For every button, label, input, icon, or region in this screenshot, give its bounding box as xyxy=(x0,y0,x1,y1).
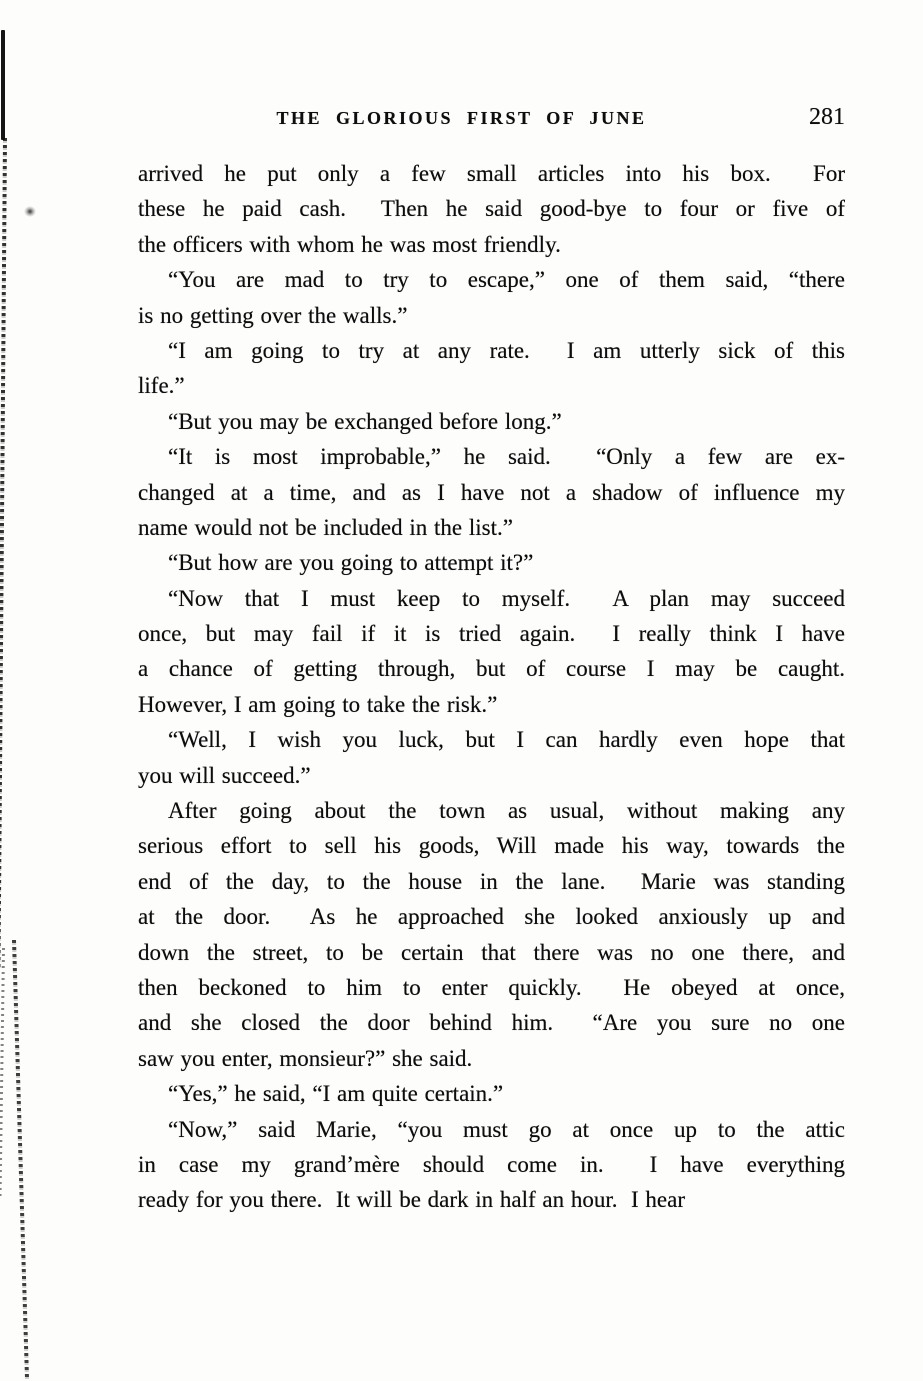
text-line: then beckoned to him to enter quickly. He obeyed at once, xyxy=(138,974,845,1000)
text-line: life.” xyxy=(138,373,185,399)
scan-artifact-gutter-line-upper xyxy=(0,138,7,968)
text-line: end of the day, to the house in the lane. Marie was standing xyxy=(138,868,845,894)
text-line: “Yes,” he said, “I am quite certain.” xyxy=(168,1081,504,1107)
text-line: saw you enter, monsieur?” she said. xyxy=(138,1045,473,1071)
text-line: After going about the town as usual, without making any xyxy=(168,798,845,824)
page-number: 281 xyxy=(809,104,845,130)
text-line: “But you may be exchanged before long.” xyxy=(168,408,562,434)
text-line: “It is most improbable,” he said. “Only a few are ex- xyxy=(168,444,845,470)
text-line: a chance of getting through, but of course I may be caught. xyxy=(138,656,845,682)
text-line: the officers with whom he was most friendly. xyxy=(138,231,561,257)
text-line: at the door. As he approached she looked anxiously up and xyxy=(138,904,845,930)
text-line: is no getting over the walls.” xyxy=(138,302,408,328)
paragraph xyxy=(138,1076,845,1111)
text-line: serious effort to sell his goods, Will made his way, towards the xyxy=(138,833,845,859)
text-line: arrived he put only a few small articles into his box. For xyxy=(138,161,845,186)
paragraph xyxy=(138,262,845,333)
paragraph xyxy=(138,333,845,404)
paragraph xyxy=(138,581,845,723)
paragraph xyxy=(138,545,845,580)
running-head xyxy=(138,104,845,138)
text-line: “I am going to try at any rate. I am utterly sick of this xyxy=(168,337,845,363)
scan-artifact-speck xyxy=(24,206,36,217)
text-line: down the street, to be certain that there was no one there, and xyxy=(138,939,845,965)
text-line: “Now,” said Marie, “you must go at once up to the attic xyxy=(168,1116,845,1142)
text-line: you will succeed.” xyxy=(138,762,311,788)
text-line: once, but may fail if it is tried again. I really think I have xyxy=(138,621,845,647)
text-line: “You are mad to try to escape,” one of them said, “there xyxy=(168,267,845,293)
text-line: “Well, I wish you luck, but I can hardly even hope that xyxy=(168,727,845,753)
scan-artifact-binding-bar xyxy=(1,30,5,140)
body-text-block xyxy=(138,156,845,1218)
text-line: “Now that I must keep to myself. A plan may succeed xyxy=(168,585,845,611)
text-line: ready for you there. It will be dark in half an hour. I hear xyxy=(138,1187,685,1213)
text-line: these he paid cash. Then he said good-bye to four or five of xyxy=(138,196,845,222)
paragraph xyxy=(138,793,845,1076)
scan-artifact-gutter-line-faint xyxy=(0,948,5,1198)
text-line: However, I am going to take the risk.” xyxy=(138,691,498,717)
text-line: in case my grand’mère should come in. I have everything xyxy=(138,1151,845,1177)
scan-artifact-gutter-line-lower xyxy=(12,940,29,1381)
paragraph xyxy=(138,1112,845,1218)
paragraph xyxy=(138,156,845,262)
text-line: and she closed the door behind him. “Are you sure no one xyxy=(138,1010,845,1036)
running-title: THE GLORIOUS FIRST OF JUNE xyxy=(276,108,647,128)
text-line: “But how are you going to attempt it?” xyxy=(168,550,534,576)
paragraph xyxy=(138,439,845,545)
text-line: name would not be included in the list.” xyxy=(138,514,513,540)
text-line: changed at a time, and as I have not a shadow of influence my xyxy=(138,479,845,505)
paragraph xyxy=(138,722,845,793)
paragraph xyxy=(138,404,845,439)
